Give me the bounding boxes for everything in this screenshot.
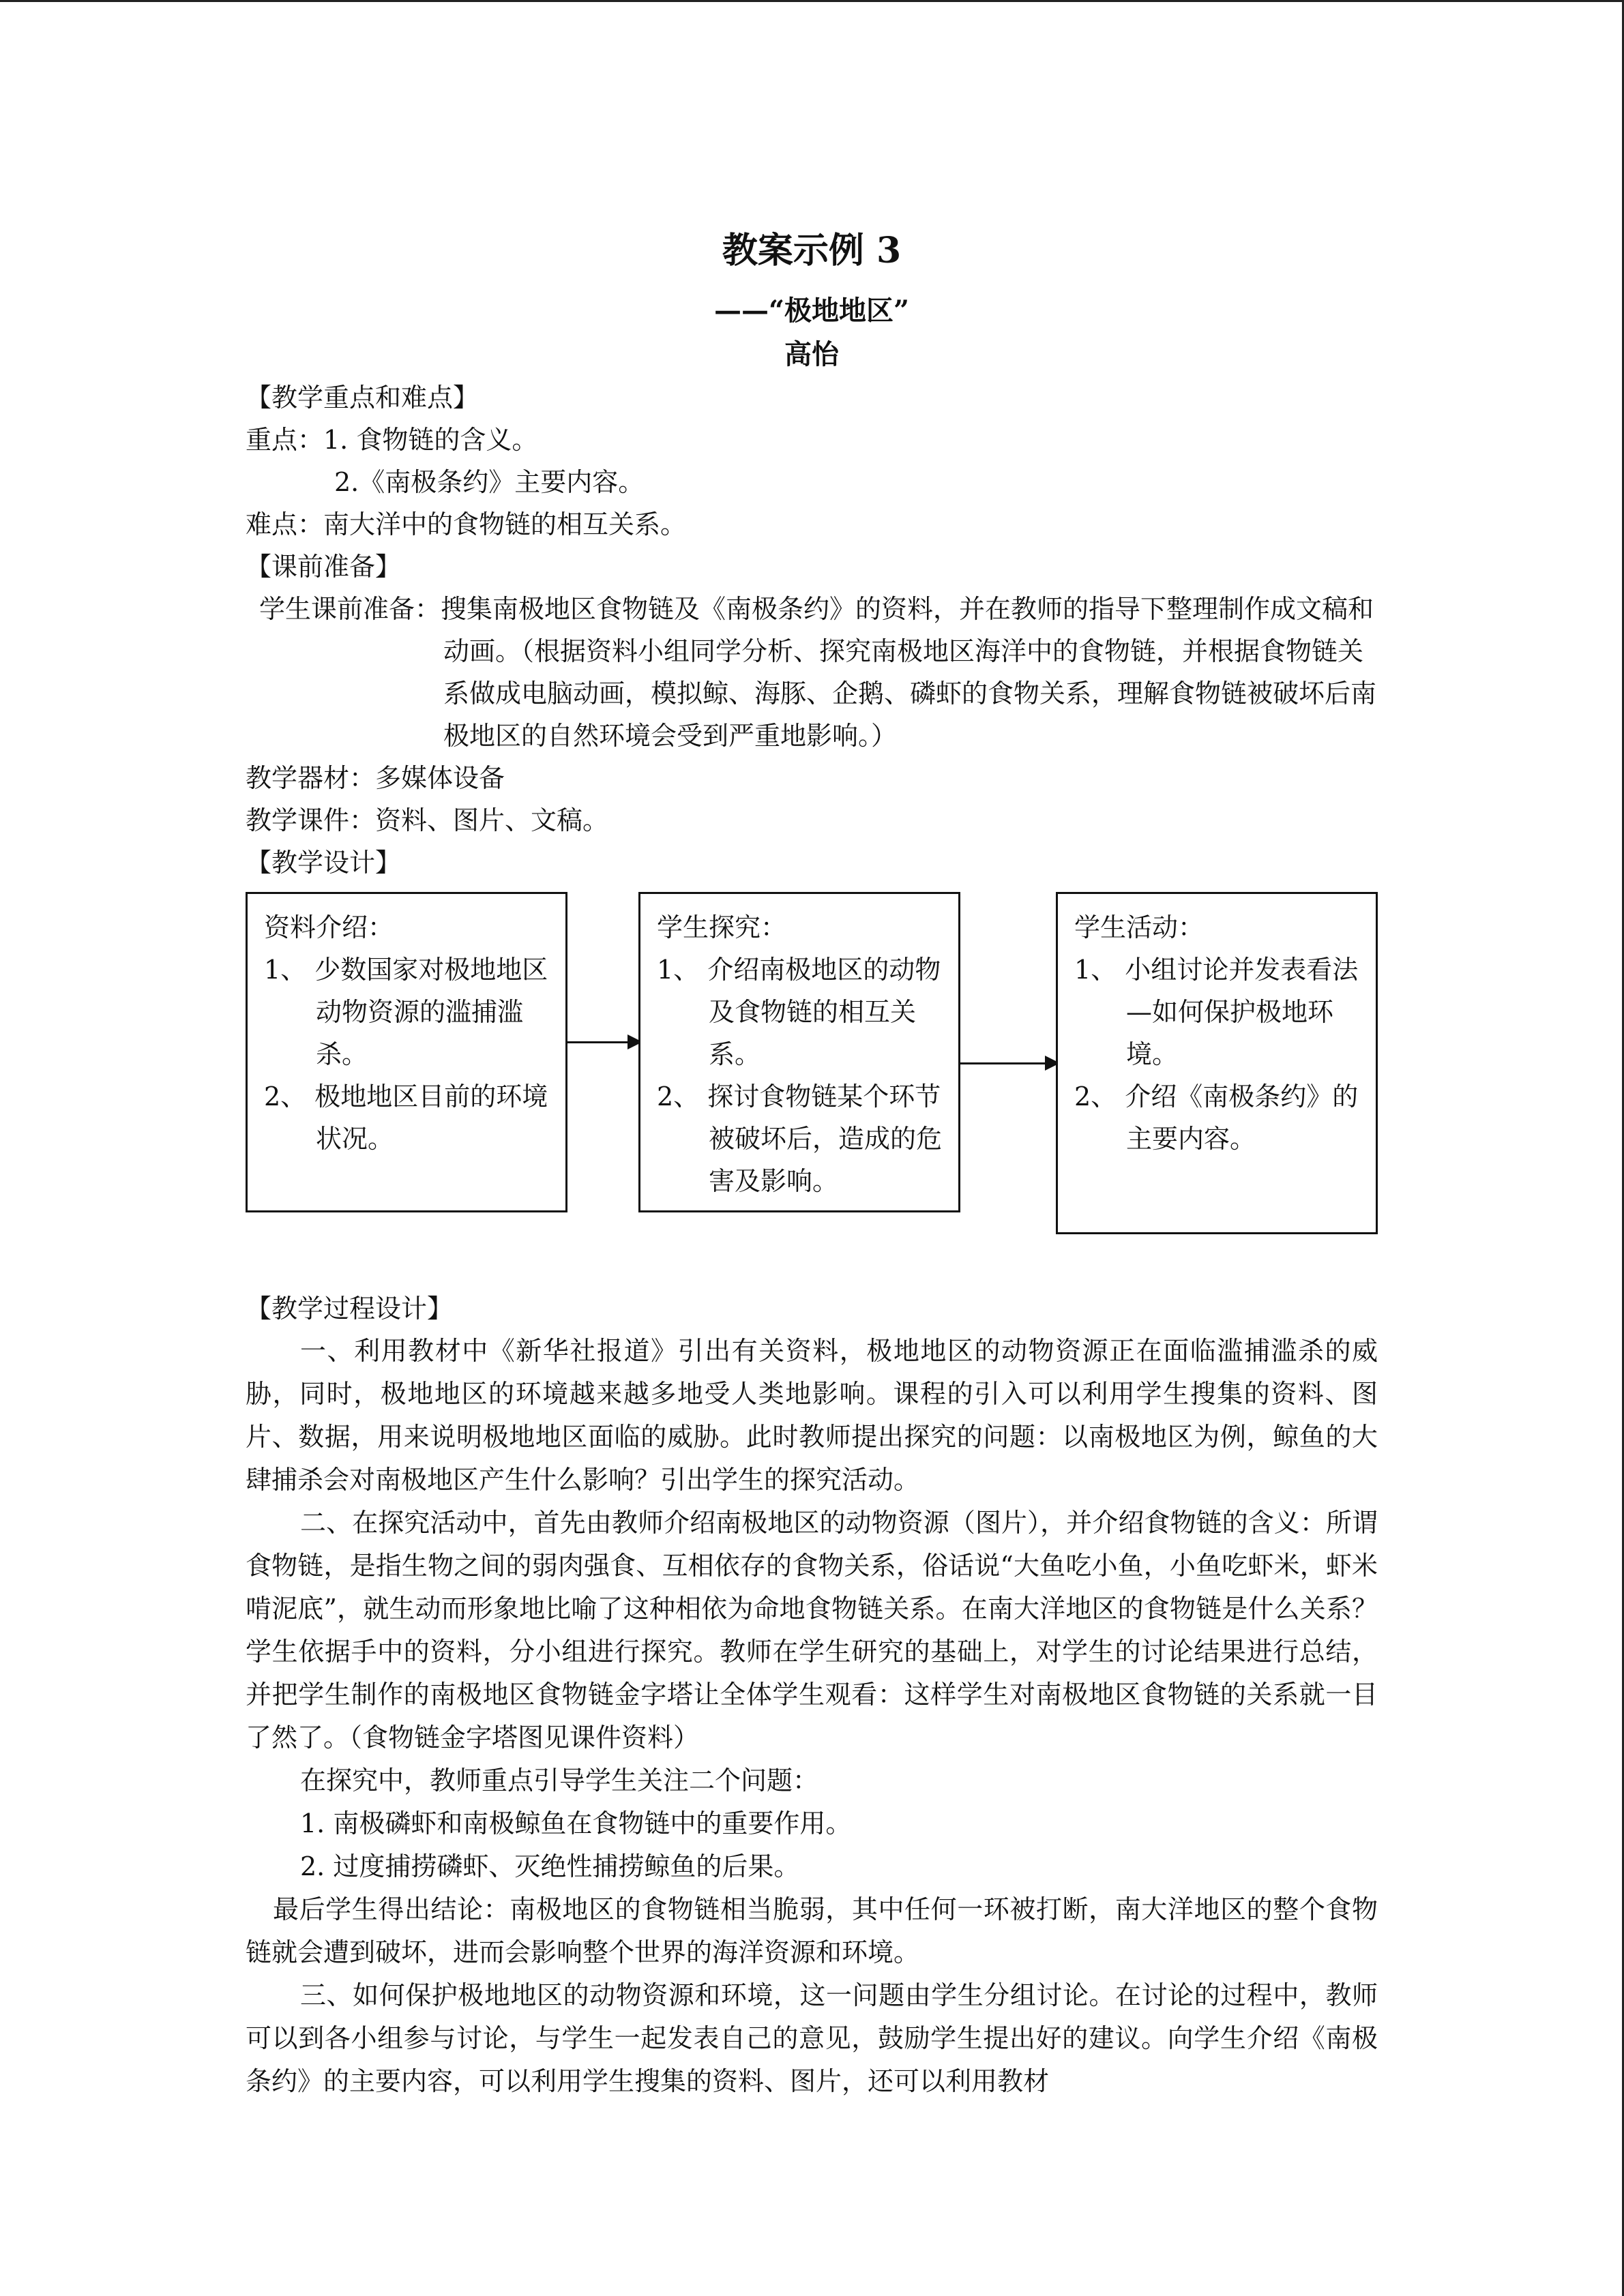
page-top-border	[0, 0, 1624, 2]
flow-box-item: 1、 介绍南极地区的动物及食物链的相互关系。	[657, 955, 941, 1069]
process-paragraph-3: 在探究中，教师重点引导学生关注二个问题：	[300, 1765, 819, 1795]
flow-box-activity	[1056, 892, 1378, 1234]
equipment-line: 教学器材：多媒体设备	[246, 763, 505, 793]
section-heading-key: 【教学重点和难点】	[246, 383, 479, 413]
difficulty-point: 难点：南大洋中的食物链的相互关系。	[246, 509, 687, 539]
flow-box-materials	[246, 892, 567, 1212]
prep-label: 学生课前准备：	[259, 594, 441, 624]
document-page	[246, 205, 1378, 2103]
prep-text: 搜集南极地区食物链及《南极条约》的资料，并在教师的指导下整理制作成文稿和动画。（根据资料小组同学分析、探究南极地区海洋中的食物链，并根据食物链关系做成电脑动画，模拟鲸、海豚、企鹅、磷虾的食物关系，理解食物链被破坏后南极地区的自然环境会受到严重地影响。）	[441, 594, 1377, 751]
flow-arrow-1	[567, 1041, 640, 1043]
prep-paragraph	[246, 588, 1378, 757]
document-title: 教案示例 3	[722, 230, 902, 271]
focus-question-1: 1. 南极磷虾和南极鲸鱼在食物链中的重要作用。	[300, 1808, 852, 1838]
flow-box-item: 2、 极地地区目前的环境状况。	[264, 1082, 548, 1154]
flow-box-item: 2、 探讨食物链某个环节被破坏后，造成的危害及影响。	[657, 1082, 943, 1196]
flow-box-heading: 资料介绍：	[264, 912, 394, 942]
document-subtitle: ——“极地地区”	[713, 295, 909, 327]
section-heading-prep: 【课前准备】	[246, 552, 402, 582]
key-point-2: 2.《南极条约》主要内容。	[334, 467, 645, 497]
process-paragraph-4: 最后学生得出结论：南极地区的食物链相当脆弱，其中任何一环被打断，南大洋地区的整个食物链就会遭到破坏，进而会影响整个世界的海洋资源和环境。	[246, 1894, 1378, 1967]
key-point-1: 重点：1. 食物链的含义。	[246, 425, 538, 455]
process-paragraph-5: 三、如何保护极地地区的动物资源和环境，这一问题由学生分组讨论。在讨论的过程中，教师可以到各小组参与讨论，与学生一起发表自己的意见，鼓励学生提出好的建议。向学生介绍《南极条约》的主要内容，可以利用学生搜集的资料、图片，还可以利用教材	[246, 1980, 1378, 2096]
focus-question-2: 2. 过度捕捞磷虾、灭绝性捕捞鲸鱼的后果。	[300, 1851, 800, 1881]
document-author: 高怡	[784, 338, 839, 370]
flow-box-heading: 学生活动：	[1074, 912, 1205, 942]
process-paragraph-1: 一、利用教材中《新华社报道》引出有关资料，极地地区的动物资源正在面临滥捕滥杀的威胁，同时，极地地区的环境越来越多地受人类地影响。课程的引入可以利用学生搜集的资料、图片、数据，用来说明极地地区面临的威胁。此时教师提出探究的问题：以南极地区为例，鲸鱼的大肆捕杀会对南极地区产生什么影响？引出学生的探究活动。	[246, 1336, 1378, 1495]
flow-box-inquiry	[638, 892, 960, 1212]
section-heading-design: 【教学设计】	[246, 848, 402, 878]
process-paragraph-2: 二、在探究活动中，首先由教师介绍南极地区的动物资源（图片），并介绍食物链的含义：所谓食物链，是指生物之间的弱肉强食、互相依存的食物关系，俗话说“大鱼吃小鱼，小鱼吃虾米，虾米啃泥底”，就生动而形象地比喻了这种相依为命地食物链关系。在南大洋地区的食物链是什么关系？学生依据手中的资料，分小组进行探究。教师在学生研究的基础上，对学生的讨论结果进行总结，并把学生制作的南极地区食物链金字塔让全体学生观看：这样学生对南极地区食物链的关系就一目了然了。（食物链金字塔图见课件资料）	[246, 1508, 1378, 1753]
flow-box-heading: 学生探究：	[657, 912, 787, 942]
section-heading-process: 【教学过程设计】	[246, 1294, 454, 1324]
flow-box-item: 1、 少数国家对极地地区动物资源的滥捕滥杀。	[264, 955, 548, 1069]
flow-box-item: 2、 介绍《南极条约》的主要内容。	[1074, 1082, 1359, 1154]
teaching-design-flowchart	[246, 892, 1378, 1274]
flow-arrow-2	[960, 1062, 1057, 1064]
flow-box-item: 1、 小组讨论并发表看法—如何保护极地环境。	[1074, 955, 1359, 1069]
courseware-line: 教学课件：资料、图片、文稿。	[246, 805, 609, 835]
